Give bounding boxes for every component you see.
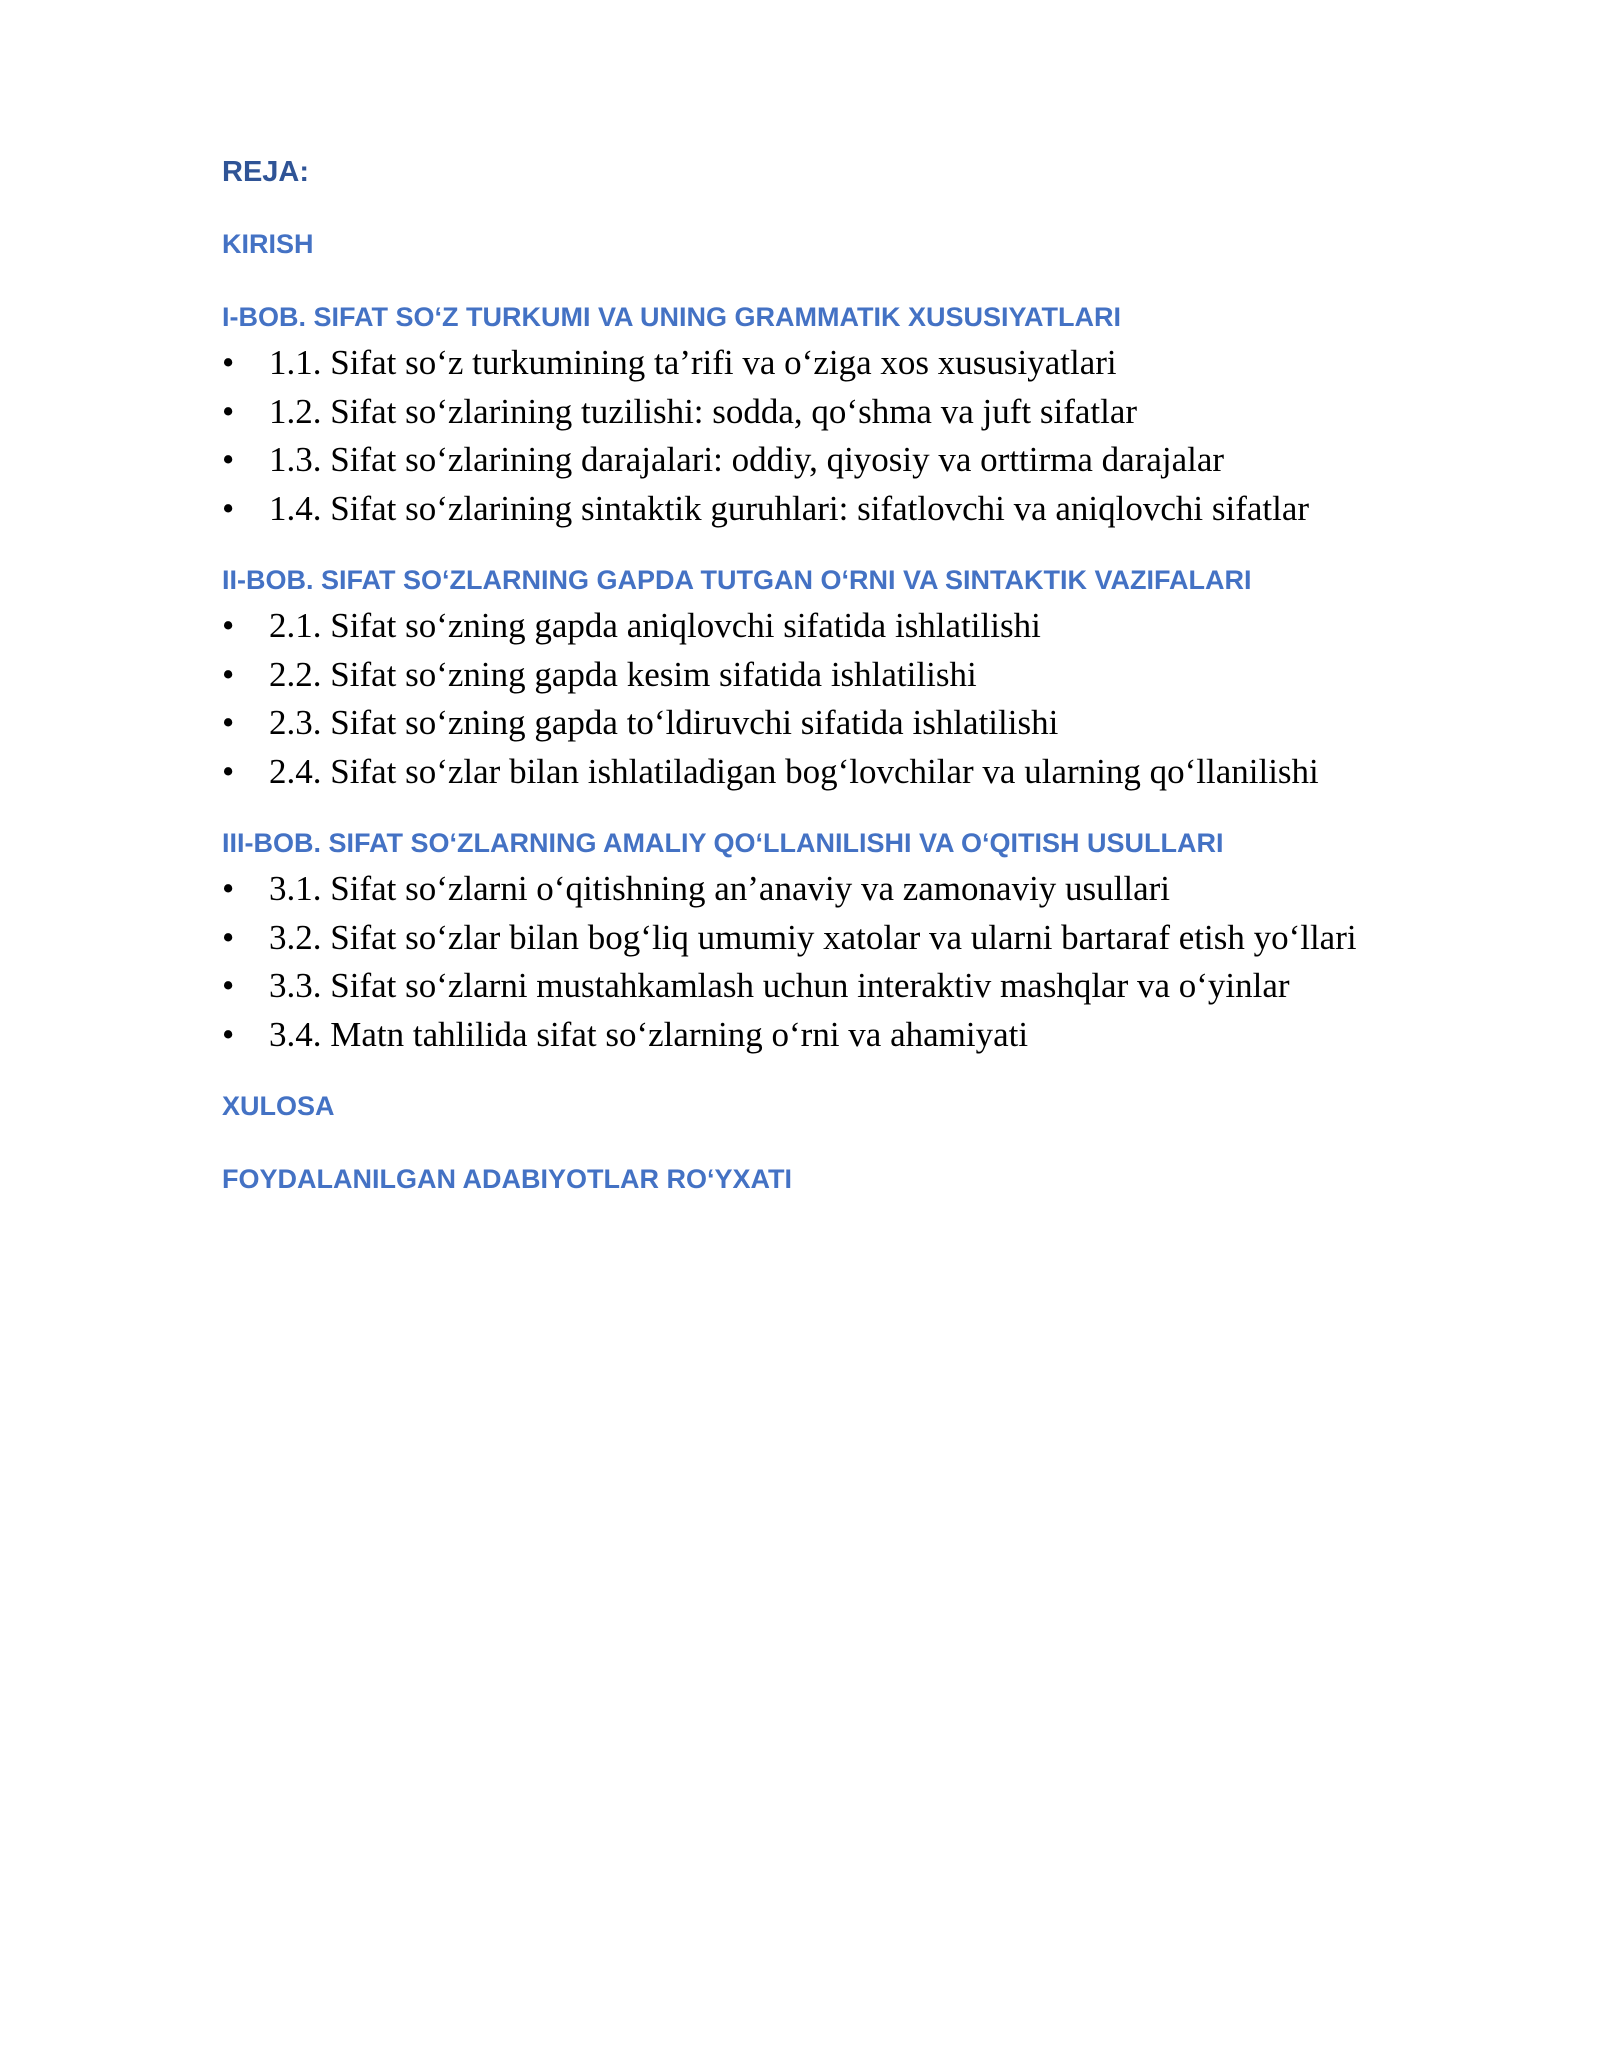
conclusion-heading: XULOSA [222,1091,335,1121]
list-item [222,865,1452,914]
list-item-text: 2.2. Sifat so‘zning gapda kesim sifatida ishlatilishi [269,654,977,694]
chapter-2-heading: II-BOB. SIFAT SO‘ZLARNING GAPDA TUTGAN O‘RNI VA SINTAKTIK VAZIFALARI [222,565,1252,595]
list-item-text: 2.3. Sifat so‘zning gapda to‘ldiruvchi sifatida ishlatilishi [269,703,1059,742]
list-item-text: 1.3. Sifat so‘zlarining darajalari: oddiy, qiyosiy va orttirma darajalar [269,440,1225,479]
bullet-icon: • [222,966,235,1005]
list-item [222,1011,1452,1060]
list-item [222,651,1452,700]
list-item [222,699,1452,748]
list-item [222,388,1452,437]
list-item-text: 3.2. Sifat so‘zlar bilan bog‘liq umumiy xatolar va ularni bartaraf etish yo‘llari [269,917,1357,957]
list-item-text: 3.4. Matn tahlilida sifat so‘zlarning o‘rni va ahamiyati [269,1014,1029,1054]
bullet-icon: • [222,343,235,382]
bullet-icon: • [222,440,235,479]
list-item [222,748,1452,797]
bullet-icon: • [222,391,235,431]
chapter-3-heading: III-BOB. SIFAT SO‘ZLARNING AMALIY QO‘LLANILISHI VA O‘QITISH USULLARI [222,828,1224,858]
chapter-2-list [222,602,1452,796]
list-item [222,485,1452,534]
list-item-text: 1.4. Sifat so‘zlarining sintaktik guruhlari: sifatlovchi va aniqlovchi sifatlar [269,488,1310,528]
list-item-text: 3.1. Sifat so‘zlarni o‘qitishning an’anaviy va zamonaviy usullari [269,869,1171,908]
bullet-icon: • [222,917,235,957]
list-item-text: 2.1. Sifat so‘zning gapda aniqlovchi sifatida ishlatilishi [269,606,1041,645]
list-item-text: 1.1. Sifat so‘z turkumining ta’rifi va o‘ziga xos xususiyatlari [269,343,1117,382]
bullet-icon: • [222,869,235,908]
chapter-3-list [222,865,1452,1059]
chapter-1-heading: I-BOB. SIFAT SO‘Z TURKUMI VA UNING GRAMMATIK XUSUSIYATLARI [222,302,1121,332]
document-content [222,148,1452,1201]
bullet-icon: • [222,654,235,694]
list-item [222,962,1452,1011]
bullet-icon: • [222,703,235,742]
bullet-icon: • [222,488,235,528]
list-item [222,914,1452,963]
bullet-icon: • [222,1014,235,1054]
list-item-text: 2.4. Sifat so‘zlar bilan ishlatiladigan bog‘lovchilar va ularning qo‘llanilishi [269,751,1319,791]
bullet-icon: • [222,606,235,645]
list-item [222,436,1452,485]
list-item-text: 3.3. Sifat so‘zlarni mustahkamlash uchun interaktiv mashqlar va o‘yinlar [269,966,1290,1005]
plan-title: REJA: [222,156,310,188]
bullet-icon: • [222,751,235,791]
intro-heading: KIRISH [222,229,314,259]
list-item-text: 1.2. Sifat so‘zlarining tuzilishi: sodda, qo‘shma va juft sifatlar [269,391,1138,431]
references-heading: FOYDALANILGAN ADABIYOTLAR RO‘YXATI [222,1164,792,1194]
chapter-1-list [222,339,1452,533]
list-item [222,339,1452,388]
list-item [222,602,1452,651]
